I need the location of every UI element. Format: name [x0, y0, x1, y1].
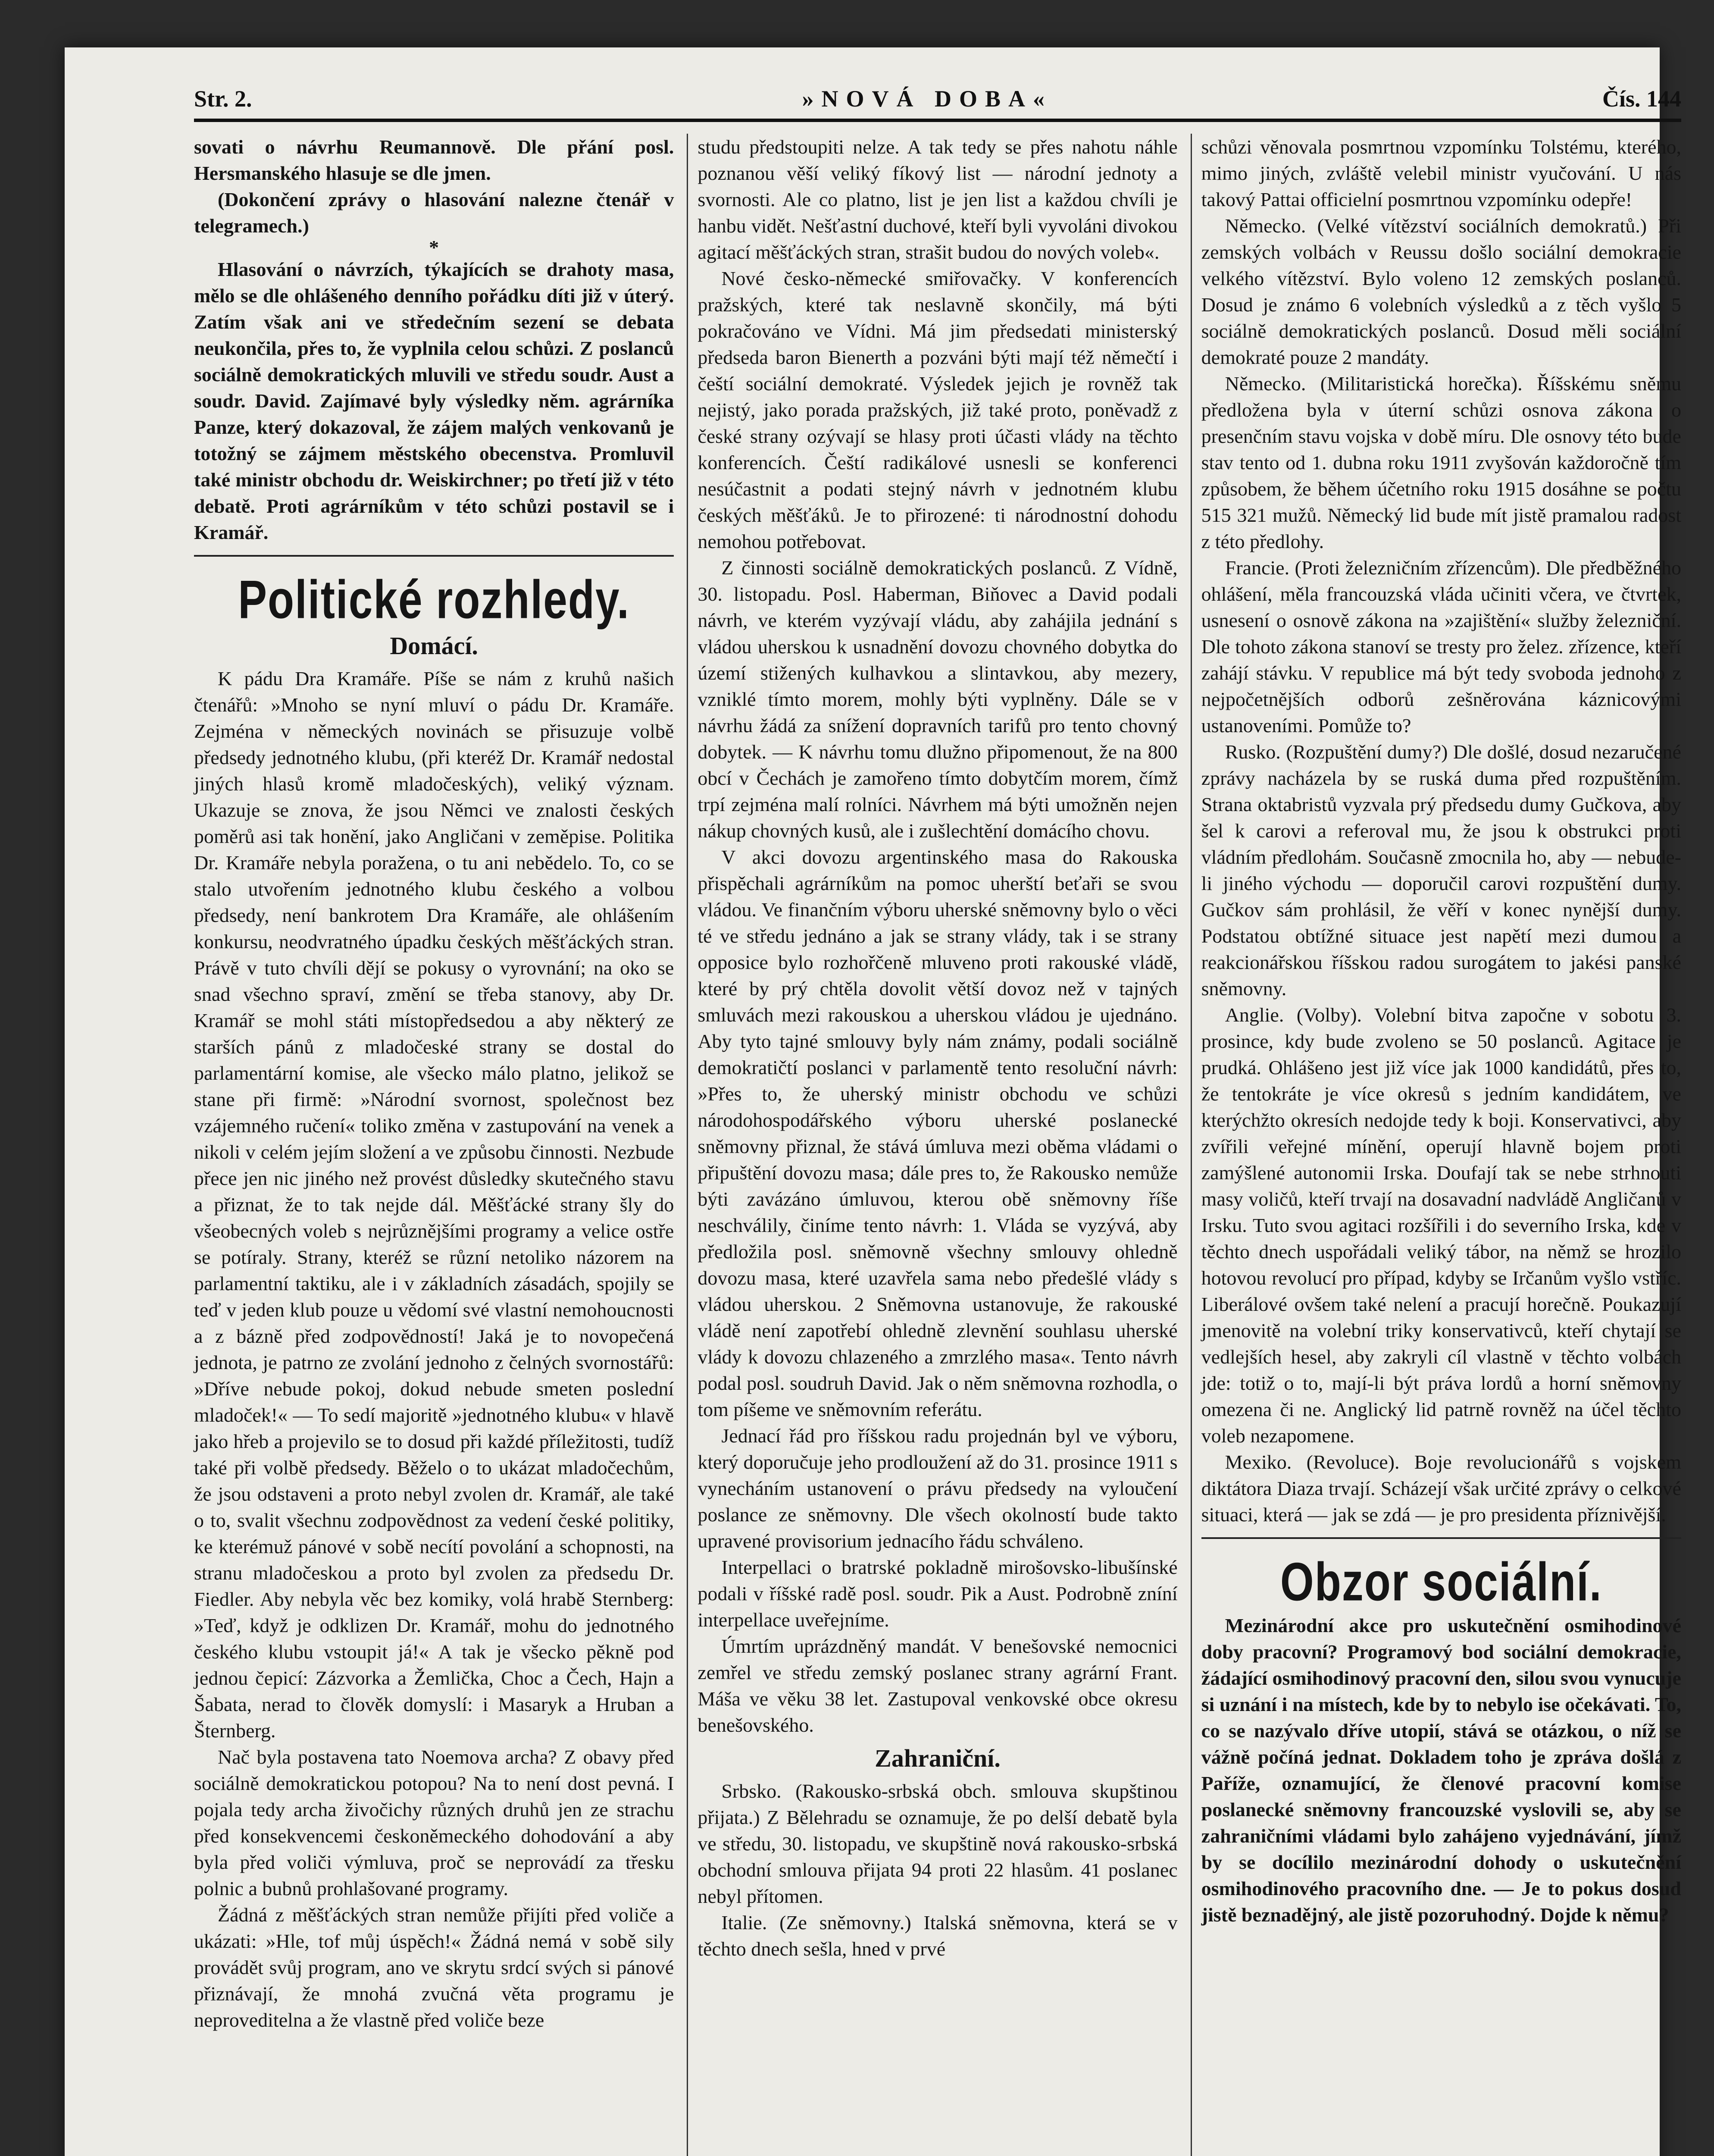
article-kramar-fall: K pádu Dra Kramáře. Píše se nám z kruhů našich čtenářů: »Mnoho se nyní mluví o pádu Dr. Kramáře. Zejména v německých novinách se přisuzuje volbě předsedy jednotného klubu, (při kteréž Dr. Kramář nedostal jiných hlasů kromě mladočeských), veliký význam. Ukazuje se znova, že jsou Němci ve znalosti českých poměrů asi tak honění, jako Angličani v zeměpise. Politika Dr. Kramáře nebyla poražena, o tu ani nebědelo. To, co se stalo utvořením jednotného klubu českého a volbou předsedy, není bankrotem Dra Kramáře, ale ohlášením konkursu, neodvratného úpadku českých měšťáckých stran. Právě v tuto chvíli dějí se pokusy o vyrovnání; na oko se snad všechno spraví, změní se třeba stanovy, aby Dr. Kramář se mohl státi místopředsedou a aby některý ze starších pánů z mladočeské strany se dostal do parlamentární komise, ale všecko málo platno, jelikož se stane při firmě: »Národní svornost, společnost bez vzájemného ručení« toliko změna v zastupování na venek a nikoli v celém jejím složení a ve způsobu činnosti. Nezbude přece jen nic jiného než provést důsledky skutečného stavu a přiznat, že to tak nejde dál. Měšťácké strany šly do všeobecných voleb s nejrůznějšími programy a velice ostře se potíraly. Strany, kteréž se různí netoliko názorem na parlamentní taktiku, ale i v základních zásadách, spojily se teď v jeden klub pouze u vědomí své vlastní nemohoucnosti a z bázně před zodpovědností! Jaká je to novopečená jednota, je patrno ze zvolání jednoho z čelných svornostářů: »Dříve nebude pokoj, dokud nebude smeten poslední mladoček!« — To sedí majoritě »jednotného klubu« v hlavě jako hřeb a projevilo se to dosud při každé příležitosti, tudíž také při volbě předsedy. Běželo o to ukázat mladočechům, že jsou odstaveni a proto nebyl zvolen dr. Kramář, ale také o to, svalit všechnu zodpovědnost za vedení české politiky, ke kterémuž pánové v sobě necítí povolání a schopnosti, na stranu mladočeskou a proto byl zvolen za předsedu Dr. Fiedler. Aby nebyla věc bez komiky, volá hrabě Sternberg: »Teď, když je odklizen Dr. Kramář, mohu do jednotného českého klubu vstoupit já!« A tak je všecko pěkně pod jednou čepicí: Zázvorka a Žemlička, Choc a Čech, Hajn a Šabata, nerad to člověk domyslí: i Masaryk a Hruban a Šternberg.	[194, 667, 674, 1742]
article-columns	[194, 134, 1681, 2156]
newspaper-page	[65, 47, 1681, 2156]
subheading-foreign: Zahraniční.	[875, 1744, 1001, 1772]
article-serbia: Srbsko. (Rakousko-srbská obch. smlouva skupštinou přijata.) Z Bělehradu se oznamuje, že po delší debatě byla ve středu, 30. listopadu, ve skupštině nová rakousko-srbská obchodní smlouva přijata 94 proti 22 hlasům. 41 poslanec nebyl přítomen.	[697, 1780, 1178, 1907]
article-vacant-mandate: Úmrtím uprázdněný mandát. V benešovské nemocnici zemřel ve středu zemský poslanec strany agrární Frant. Máša ve věku 38 let. Zastupoval venkovské obce okresu benešovského.	[697, 1635, 1178, 1736]
parliament-report-end: sovati o návrhu Reumannově. Dle přání posl. Hersmanského hlasuje se dle jmen.	[194, 136, 674, 184]
section-divider-social	[1201, 1537, 1681, 1539]
article-czech-german-talks: Nové česko-německé smiřovačky. V konferencích pražských, které tak neslavně skončily, má býti pokračováno ve Vídni. Má jim předsedati ministerský předseda baron Bienerth a pozváni býti mají též němečtí i čeští sociální demokraté. Výsledek jejich je rovněž tak nejistý, jako porada pražských, již také proto, poněvadž z české strany ozývají se hlasy proti účasti vlády na těchto konferencích. Čeští radikálové usnesli se konferenci nesúčastnit a podati stejný návrh v jednotném klubu českých měšťáků. Je to přirozené: ti národnostní dohodu nemohou potřebovat.	[697, 267, 1178, 552]
article-eight-hour-day: Mezinárodní akce pro uskutečnění osmihodinové doby pracovní? Programový bod sociální demokracie, žádající osmihodinový pracovní den, silou svou vynucuje si uznání i na místech, kde by to nebylo ise očekávati. To, co se nazývalo dříve utopií, stává se otázkou, o níž se vážně počíná jednat. Dokladem toho je zpráva došlá z Paříže, oznamující, že členové pracovní komise poslanecké sněmovny francouzské vyslovili se, aby se zahraničními vládami bylo zahájeno vyjednávání, jímž by se docílilo mezinárodní dohody o uskutečnění osmihodinového pracovního dne. — Je to pokus dosud jistě beznadějný, ale jistě pozoruhodný. Dojde k němu?	[1201, 1614, 1681, 1926]
article-russia: Rusko. (Rozpuštění dumy?) Dle došlé, dosud nezaručené zprávy nacházela by se ruská duma před rozpuštěním. Strana oktabristů vyzvala prý předsedu dumy Gučkova, aby šel k carovi a referoval mu, že jsou k obstrukci proti vládním předlohám. Současně zmocnila ho, aby — nebude-li jiného východu — doporučil carovi rozpuštění dumy. Gučkov sám prohlásil, že věří v konec nynější dumy. Podstatou obtížné situace jest napětí mezi dumou a reakcionářskou říšskou radou surogátem to jakési panské sněmovny.	[1201, 741, 1681, 1000]
article-germany-militarism: Německo. (Militaristická horečka). Říšskému sněmu předložena byla v úterní schůzi osnova zákona o presenčním stavu vojska v době míru. Dle osnovy této bude stav tento od 1. dubna roku 1911 zvyšován každoročně tím způsobem, že během účetního roku 1915 dosáhne se počtu 515 321 mužů. Německý lid bude mít jistě pramalou radost z této předlohy.	[1201, 373, 1681, 552]
section-divider	[194, 555, 674, 557]
article-mexico: Mexiko. (Revoluce). Boje revolucionářů s vojskem diktátora Diaza trvají. Scházejí však určité zprávy o celkové situaci, která — jak se zdá — je pro presidenta příznivější.	[1201, 1451, 1681, 1526]
column-2	[687, 134, 1177, 2156]
page-header	[194, 78, 1681, 112]
article-germany-elections: Německo. (Velké vítězství sociálních demokratů.) Při zemských volbách v Reussu došlo sociální demokracie velkého vítězství. Bylo voleno 12 zemských poslanců. Dosud je známo 6 volebních výsledků a z těch vyšlo 5 sociálně demokratických poslanců. Dosud měli sociální demokraté pouze 2 mandáty.	[1201, 215, 1681, 368]
article-france: Francie. (Proti železničním zřízencům). Dle předběžného ohlášení, měla francouzská vláda učiniti včera, ve čtvrtek, usnesení o osnově zákona na »zajištění« služby železniční. Dle tohoto zákona stanoví se tresty pro želez. zřízence, kteří zahájí stávku. V republice má být tedy svoboda jednoho z nejpočetnějších odborů zešněrována káznicovými ustanoveními. Pomůže to?	[1201, 557, 1681, 736]
section-heading-social: Obzor sociální.	[1280, 1552, 1602, 1612]
article-italy-continued: schůzi věnovala posmrtnou vzpomínku Tolstému, kterého, mimo jiných, zvláště velebil ministr vyučování. U nás takový Pattai officielní posmrtnou vzpomínku odepře!	[1201, 136, 1681, 210]
issue-number: Čís. 144	[1602, 86, 1681, 112]
newspaper-title: »NOVÁ DOBA«	[802, 86, 1053, 112]
article-italy: Italie. (Ze sněmovny.) Italská sněmovna, která se v těchto dnech sešla, hned v prvé	[697, 1912, 1178, 1960]
article-bourgeois-parties: Žádná z měšťáckých stran nemůže přijíti před voliče a ukázati: »Hle, tof můj úspěch!« Žádná nemá v sobě sily provádět svůj program, ano ve skrytu srdcí svých si pánové přiznávají, že mnohá zvučná věta programu je neproveditelna a že vlastně před voliče beze	[194, 1904, 674, 2031]
column-3	[1191, 134, 1681, 2156]
page-number: Str. 2.	[194, 86, 252, 112]
article-argentine-meat: V akci dovozu argentinského masa do Rakouska přispěchali agrárníkům na pomoc uherští beťaři se svou vládou. Ve finančním výboru uherské sněmovny bylo o věci té ve středu jednáno a jak se strany vlády, tak i se strany opposice bylo rozhořčeně mluveno proti rakouské vládě, které by prý chtěla dovolit větší dovoz než v tajných smluvách mezi rakouskou a uherskou vládou je ujednáno. Aby tyto tajné smlouvy byly nám známy, podali sociálně demokratičtí poslanci v parlamentě tento resoluční návrh: »Přes to, že uherský ministr obchodu ve schůzi národohospodářského výboru uherské poslanecké sněmovny přiznal, že stává úmluva mezi oběma vládami o připuštění dovozu masa; dále pres to, že Rakousko nemůže býti zavázáno úmluvou, kterou obě sněmovny říše neschválily, činíme tento návrh: 1. Vláda se vyzývá, aby předložila posl. sněmovně všechny smlouvy ohledně dovozu masa, které uzavřela sama nebo předešlé vlády s vládou uherskou. 2 Sněmovna ustanovuje, že rakouské vládě není zapotřebí ohledně zlevnění souhlasu uherské vlády k dovozu chlazeného a zmrzlého masa«. Tento návrh podal posl. soudruh David. Jak o něm sněmovna rozhodla, o tom píšeme ve sněmovním referátu.	[697, 846, 1178, 1420]
article-continuation: studu předstoupiti nelze. A tak tedy se přes nahotu náhle poznanou věší veliký fíkový list — národní jednoty a svornosti. Ale co platno, list je jen list a každou chvíli je hanbu vidět. Nešťastní duchové, kteří byli vyvoláni divokou agitací měšťáckých stran, strašit budou do nových voleb«.	[697, 136, 1178, 263]
subheading-domestic: Domácí.	[390, 632, 478, 660]
header-rule	[194, 119, 1681, 122]
article-rules-of-procedure: Jednací řád pro říšskou radu projednán byl ve výboru, který doporučuje jeho prodloužení až do 31. prosince 1911 s vynecháním ustanovení o právu předsedy na vyloučení poslance ze sněmovny. Dle všech okolností bude takto upravené provisorium jednacího řádu schváleno.	[697, 1425, 1178, 1552]
article-england: Anglie. (Volby). Volební bitva započne v sobotu 3. prosince, kdy bude zvoleno se 50 poslanců. Agitace je prudká. Ohlášeno jest již více jak 1000 kandidátů, přes to, že tentokráte je více okresů s jedním kandidátem, ve kterýchžto okresích nedojde tedy k boji. Konservativci, aby zvířili veřejné mínění, operují hlavně bojem proti zamýšlené autonomii Irska. Doufají tak se nebe strhnouti masy voličů, kteří trvají na dosavadní nadvládě Angličanů v Irsku. Tuto svou agitaci rozšířili i do severního Irska, kde v těchto dnech uspořádali veliký tábor, na němž se hrozilo hotovou revolucí pro případ, kdyby se Irčanům vyšlo vstříc. Liberálové ovšem také nelení a pracují horečně. Poukazují jmenovitě na volební triky konservativců, kteří chytají se vedlejších hesel, aby zakryli cíl vlastně v těchto volbách jde: totiž o to, mají-li být práva lordů a horní sněmovny omezena či ne. Anglický lid patrně rovněž na účel těchto voleb nezapomene.	[1201, 1004, 1681, 1447]
column-1	[194, 134, 674, 2156]
separator-star: *	[429, 236, 439, 258]
section-heading-politics: Politické rozhledy.	[238, 570, 630, 630]
article-social-democrat-activity: Z činnosti sociálně demokratických poslanců. Z Vídně, 30. listopadu. Posl. Haberman, Biňovec a David podali návrh, ve kterém vyzývají vládu, aby zahájila jednání s vládou uherskou k usnadnění dovozu chovného dobytka do území stižených kulhavkou a slintavkou, aby mezery, vzniklé tímto morem, mohly býti vyplněny. Dále se v návrhu žádá za snížení dopravních tarifů pro tento chovný dobytek. — K návrhu tomu dlužno připomenout, že na 800 obcí v Čechách je zamořeno tímto dobytčím morem, čímž trpí zejména malí rolníci. Návrhem má býti umožněn nejen nákup chovných kusů, ale i zušlechtění domácího chovu.	[697, 557, 1178, 842]
meat-debate-paragraph: Hlasování o návrzích, týkajících se drahoty masa, mělo se dle ohlášeného denního pořádku díti již v úterý. Zatím však ani ve středečním sezení se debata neukončila, přes to, že vyplnila celou schůzi. Z poslanců sociálně demokratických mluvili ve středu soudr. Aust a soudr. David. Zajímavé byly výsledky něm. agrárníka Panze, který dokazoval, že zájem malých venkovanů je totožný se zájmem městského obecenstva. Promluvil také ministr obchodu dr. Weiskirchner; po třetí již v této debatě. Proti agrárníkům v této schůzi postavil se i Kramář.	[194, 258, 674, 543]
article-noah-ark: Nač byla postavena tato Noemova archa? Z obavy před sociálně demokratickou potopou? Na to není dost pevná. I pojala tedy archa živočichy různých druhů jen ze strachu před konsekvencemi českoněmeckého dohodování a aby byla před voliči výmluva, proč se neprovádí za třesku polnic a bubnů prohlašované programy.	[194, 1746, 674, 1899]
article-interpellation: Interpellaci o bratrské pokladně mirošovsko-libušínské podali v říšské radě posl. soudr. Pik a Aust. Podrobně zníní interpellace uveřejníme.	[697, 1556, 1178, 1631]
telegram-note: (Dokončení zprávy o hlasování nalezne čtenář v telegramech.)	[194, 188, 674, 237]
